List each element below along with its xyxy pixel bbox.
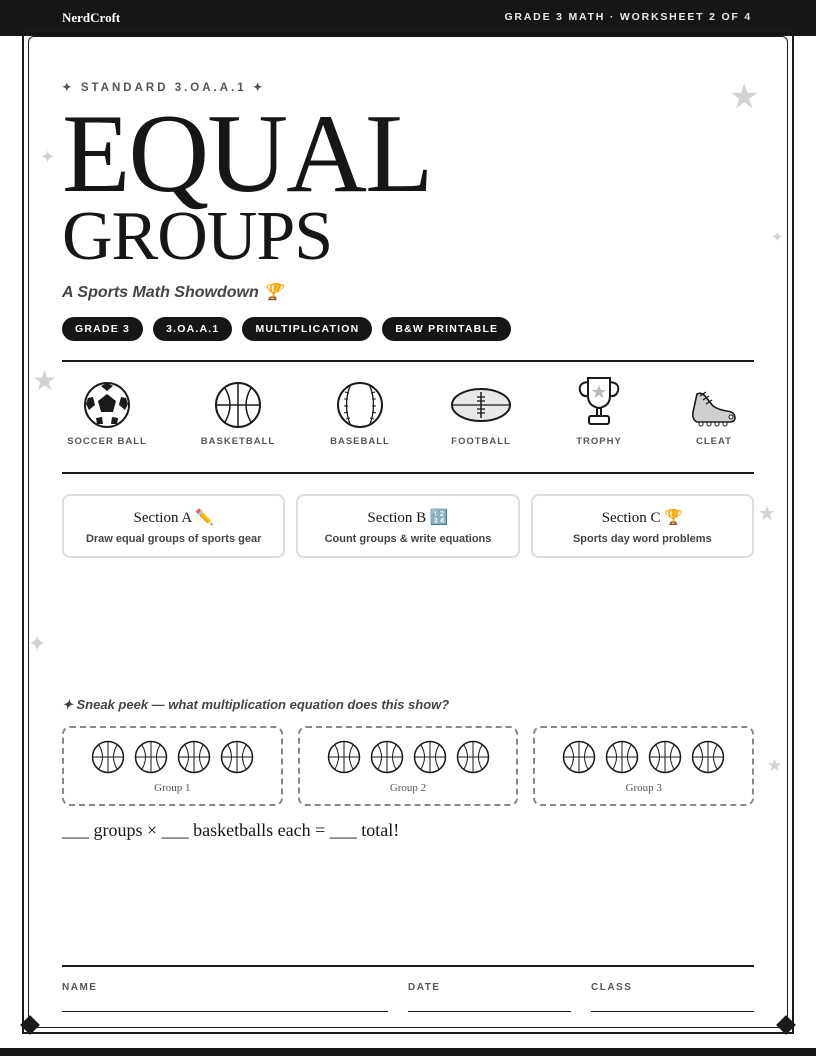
group-label: Group 3 bbox=[625, 782, 662, 794]
worksheet-meta: GRADE 3 MATH · WORKSHEET 2 OF 4 bbox=[504, 11, 752, 23]
basketball-icon bbox=[456, 740, 490, 774]
divider bbox=[62, 472, 754, 474]
icon-label: FOOTBALL bbox=[451, 436, 511, 447]
section-card-a bbox=[62, 494, 285, 558]
ball-set bbox=[64, 740, 281, 774]
basketball-icon bbox=[370, 740, 404, 774]
basketball-icon bbox=[91, 740, 125, 774]
section-description: Draw equal groups of sports gear bbox=[85, 533, 262, 545]
icon-item bbox=[659, 380, 769, 447]
basketball-icon bbox=[562, 740, 596, 774]
date-label: DATE bbox=[408, 982, 441, 993]
tag-list bbox=[62, 317, 511, 341]
football-icon bbox=[450, 380, 512, 430]
ball-set bbox=[300, 740, 517, 774]
title-line-2: GROUPS bbox=[62, 198, 333, 275]
tag-format: B&W PRINTABLE bbox=[382, 317, 511, 341]
date-field[interactable] bbox=[408, 982, 440, 993]
bottom-bar bbox=[0, 1048, 816, 1056]
brand-name: NerdCroft bbox=[62, 10, 121, 25]
basketball-icon bbox=[413, 740, 447, 774]
basketball-icon bbox=[177, 740, 211, 774]
sparkle-icon: ✦ bbox=[771, 229, 784, 246]
sports-icon-row bbox=[62, 380, 754, 460]
sneak-peek-prompt: ✦ Sneak peek — what multiplication equation does this show? bbox=[62, 697, 450, 712]
section-description: Sports day word problems bbox=[572, 533, 712, 545]
name-write-line[interactable] bbox=[62, 1011, 388, 1012]
icon-item bbox=[305, 380, 415, 447]
cleat-icon bbox=[689, 380, 739, 430]
icon-item bbox=[544, 380, 654, 447]
ball-set bbox=[535, 740, 752, 774]
section-title: Section C 🏆 bbox=[601, 510, 683, 526]
icon-item bbox=[52, 380, 162, 447]
title-line-1: EQUAL bbox=[62, 92, 432, 216]
group-label: Group 2 bbox=[389, 782, 427, 794]
section-description: Count groups & write equations bbox=[324, 533, 492, 545]
sparkle-icon: ✦ bbox=[28, 631, 47, 656]
class-write-line[interactable] bbox=[591, 1011, 754, 1012]
groups-row bbox=[62, 726, 754, 806]
class-field[interactable] bbox=[591, 982, 632, 993]
icon-label: BASEBALL bbox=[330, 436, 390, 447]
section-title: Section B 🔢 bbox=[367, 510, 449, 526]
tag-standard: 3.OA.A.1 bbox=[153, 317, 232, 341]
basketball-icon bbox=[648, 740, 682, 774]
trophy-icon bbox=[574, 374, 624, 430]
icon-label: SOCCER BALL bbox=[67, 436, 147, 447]
divider bbox=[62, 965, 754, 967]
star-icon: ★ bbox=[729, 78, 760, 116]
basketball-icon bbox=[605, 740, 639, 774]
basketball-icon bbox=[691, 740, 725, 774]
section-title: Section A ✏️ bbox=[133, 510, 214, 526]
section-card-c bbox=[531, 494, 754, 558]
basketball-icon bbox=[220, 740, 254, 774]
basketball-icon bbox=[134, 740, 168, 774]
group-box bbox=[298, 726, 519, 806]
section-cards bbox=[62, 494, 754, 558]
icon-item bbox=[183, 380, 293, 447]
name-field[interactable] bbox=[62, 982, 97, 993]
divider bbox=[62, 360, 754, 362]
standard-label: ✦ STANDARD 3.OA.A.1 ✦ bbox=[62, 82, 266, 94]
star-icon: ★ bbox=[767, 756, 783, 775]
star-icon: ★ bbox=[32, 365, 58, 396]
group-label: Group 1 bbox=[154, 782, 191, 794]
date-write-line[interactable] bbox=[408, 1011, 571, 1012]
sparkle-icon: ✦ bbox=[40, 147, 56, 167]
group-box bbox=[62, 726, 283, 806]
icon-label: TROPHY bbox=[576, 436, 622, 447]
soccer-ball-icon bbox=[82, 380, 132, 430]
basketball-icon bbox=[213, 380, 263, 430]
basketball-icon bbox=[327, 740, 361, 774]
tag-grade: GRADE 3 bbox=[62, 317, 143, 341]
subtitle: A Sports Math Showdown 🏆 bbox=[62, 284, 284, 301]
baseball-icon bbox=[335, 380, 385, 430]
group-box bbox=[533, 726, 754, 806]
equation-prompt: ___ groups × ___ basketballs each = ___ total! bbox=[62, 820, 400, 840]
tag-topic: MULTIPLICATION bbox=[242, 317, 372, 341]
icon-item bbox=[426, 380, 536, 447]
star-icon: ★ bbox=[758, 503, 776, 525]
class-label: CLASS bbox=[591, 982, 633, 993]
icon-label: BASKETBALL bbox=[200, 436, 276, 447]
section-card-b bbox=[296, 494, 519, 558]
name-label: NAME bbox=[62, 982, 98, 993]
icon-label: CLEAT bbox=[696, 436, 732, 447]
